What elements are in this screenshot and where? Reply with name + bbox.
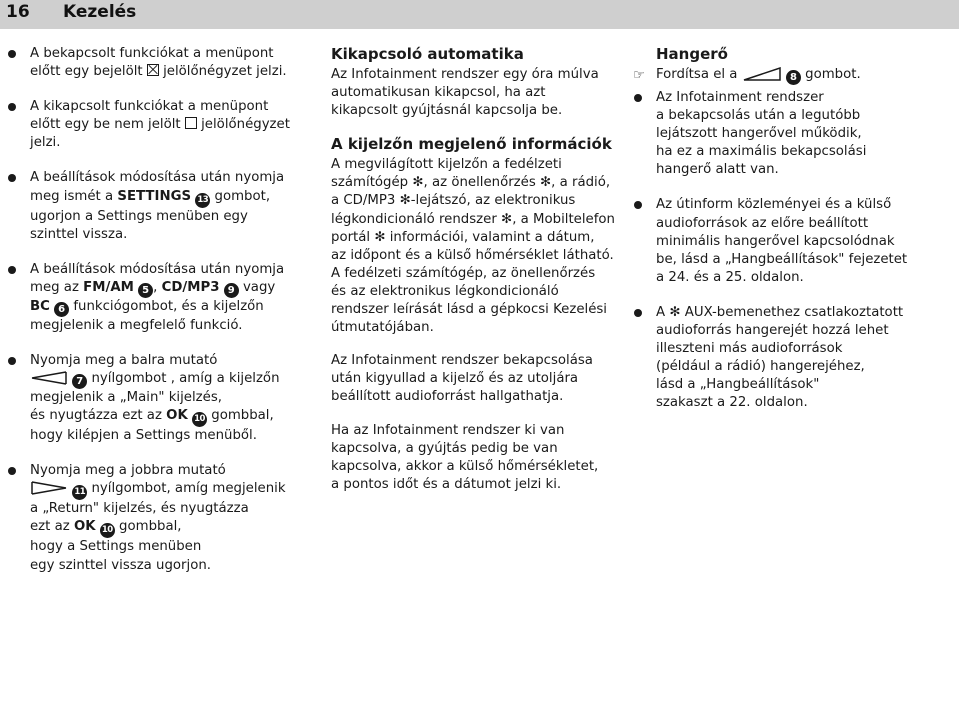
list-item: Az Infotainment rendszer a bekapcsolás után a legutóbb lejátszott hangerővel működik, ha ez a maximális bekapcsolási hangerő alatt van. bbox=[656, 89, 956, 179]
paragraph: Az Infotainment rendszer egy óra múlva automatikusan kikapcsol, ha azt kikapcsolt gyújtásnál kapcsolja be. bbox=[331, 67, 599, 119]
right-arrow-icon bbox=[30, 481, 68, 495]
bullet-icon bbox=[634, 201, 642, 209]
star-icon: ✻ bbox=[501, 211, 513, 227]
unchecked-checkbox-icon bbox=[185, 117, 197, 129]
star-icon: ✻ bbox=[540, 175, 552, 191]
bullet-icon bbox=[634, 94, 642, 102]
paragraph: Ha az Infotainment rendszer ki van kapcsolva, a gyújtás pedig be van kapcsolva, akkor a külső hőmérsékletet, a pontos időt és a dátumot jelzi ki. bbox=[331, 422, 599, 492]
page-number: 16 bbox=[6, 2, 30, 22]
star-icon: ✻ bbox=[399, 193, 411, 209]
bullet-icon bbox=[8, 50, 16, 58]
list-item: A beállítások módosítása után nyomja meg ismét a SETTINGS 13 gombot, ugorjon a Settings menüben egy szinttel vissza. bbox=[30, 169, 300, 243]
list-item: A bekapcsolt funkciókat a menüpont előtt egy bejelölt jelölőnégyzet jelzi. bbox=[30, 45, 300, 81]
page-title: Kezelés bbox=[63, 2, 137, 22]
button-number-icon: 5 bbox=[138, 283, 153, 298]
section-heading: Hangerő bbox=[656, 45, 728, 63]
column-right bbox=[633, 45, 956, 430]
section-heading: A kijelzőn megjelenő információk bbox=[331, 135, 612, 154]
column-left bbox=[30, 45, 300, 592]
list-item: Nyomja meg a balra mutató 7 nyílgombot , amíg a kijelzőn megjelenik a „Main" kijelzés, és nyugtázza ezt az OK 10 gombbal, hogy kilépjen a Settings menüből. bbox=[30, 352, 300, 445]
bullet-icon bbox=[8, 266, 16, 274]
star-icon: ✻ bbox=[669, 304, 681, 320]
paragraph: A megvilágított kijelzőn a fedélzeti számítógép ✻, az önellenőrzés ✻, a rádió, a CD/MP3 ✻-lejátszó, az elektronikus légkondicionáló rendszer ✻, a Mobiltelefon portál ✻ információi, valamint a dátum, az időpont és a külső hőmérséklet látható. A fedélzeti számítógép, az önellenőrzés és az elektronikus légkondicionáló rendszer leírását lásd a gépkocsi Kezelési útmutatójában. bbox=[331, 157, 615, 336]
star-icon: ✻ bbox=[412, 175, 424, 191]
settings-button-label: SETTINGS bbox=[117, 188, 192, 204]
star-icon: ✻ bbox=[374, 229, 386, 245]
bullet-icon bbox=[8, 174, 16, 182]
button-number-icon: 10 bbox=[100, 523, 115, 538]
bullet-icon bbox=[8, 357, 16, 365]
button-number-icon: 7 bbox=[72, 374, 87, 389]
button-number-icon: 6 bbox=[54, 302, 69, 317]
bullet-icon bbox=[8, 467, 16, 475]
section-heading: Kikapcsoló automatika bbox=[331, 45, 524, 63]
list-item: A ✻ AUX-bemenethez csatlakoztatott audioforrás hangerejét hozzá lehet illeszteni más audioforrások (például a rádió) hangerejéhez, lásd a „Hangbeállítások" szakaszt a 22. oldalon. bbox=[656, 304, 956, 413]
button-number-icon: 10 bbox=[192, 412, 207, 427]
list-item: Az útinform közleményei és a külső audioforrások az előre beállított minimális hangerővel kapcsolódnak be, lásd a „Hangbeállítások" fejezetet a 24. és a 25. oldalon. bbox=[656, 196, 956, 286]
bullet-icon bbox=[634, 309, 642, 317]
checked-checkbox-icon bbox=[147, 64, 159, 76]
paragraph: Az Infotainment rendszer bekapcsolása után kigyullad a kijelző és az utoljára beállított audioforrást hallgathatja. bbox=[331, 353, 593, 405]
note-item: ☞ Fordítsa el a 8 gombot. bbox=[656, 66, 956, 85]
pointing-hand-icon: ☞ bbox=[633, 68, 645, 83]
volume-wedge-icon bbox=[742, 67, 782, 81]
button-number-icon: 8 bbox=[786, 70, 801, 85]
bullet-icon bbox=[8, 103, 16, 111]
page-header bbox=[0, 0, 959, 29]
button-number-icon: 9 bbox=[224, 283, 239, 298]
button-number-icon: 11 bbox=[72, 485, 87, 500]
list-item: A beállítások módosítása után nyomja meg az FM/AM 5 , CD/MP3 9 vagy BC 6 funkciógombot, és a kijelzőn megjelenik a megfelelő funkció. bbox=[30, 261, 300, 335]
list-item: A kikapcsolt funkciókat a menüpont előtt egy be nem jelölt jelölőnégyzet jelzi. bbox=[30, 98, 300, 152]
list-item: Nyomja meg a jobbra mutató 11 nyílgombot, amíg megjelenik a „Return" kijelzés, és nyugtázza ezt az OK 10 gombbal, hogy a Settings menüben egy szinttel vissza ugorjon. bbox=[30, 462, 300, 574]
button-number-icon: 13 bbox=[195, 193, 210, 208]
left-arrow-icon bbox=[30, 371, 68, 385]
column-middle bbox=[331, 45, 623, 509]
